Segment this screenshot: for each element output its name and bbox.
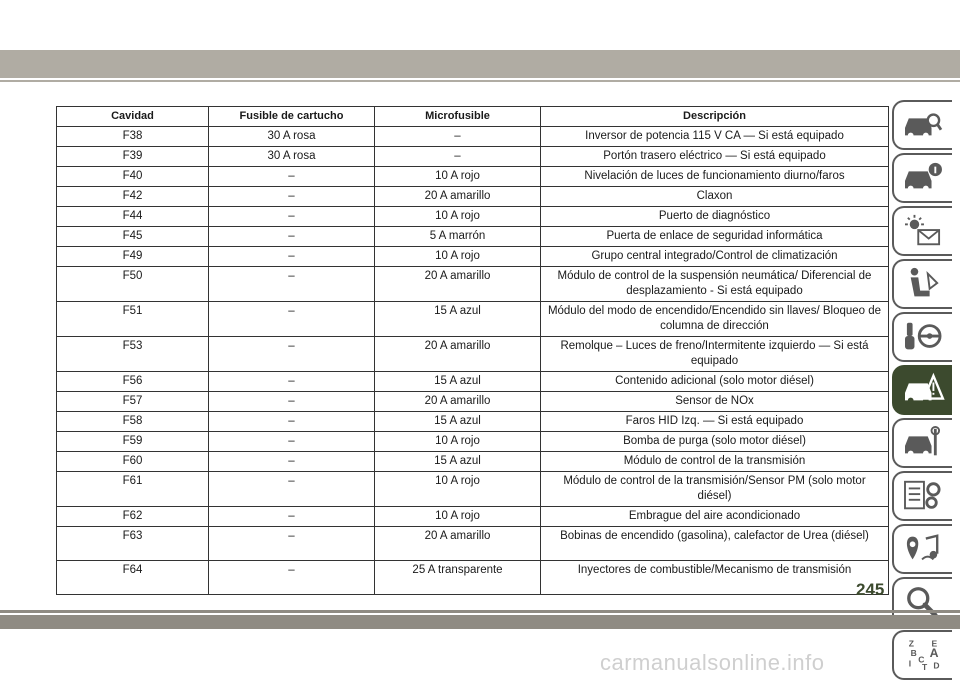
chapter-tab-7[interactable] (892, 418, 952, 468)
cell-mini-fuse: 10 A rojo (375, 472, 541, 507)
cell-cartridge-fuse: – (209, 412, 375, 432)
page-number: 245 (856, 580, 885, 599)
cell-cartridge-fuse: – (209, 452, 375, 472)
table-row (57, 167, 889, 187)
cell-mini-fuse: 20 A amarillo (375, 392, 541, 412)
cell-description: Claxon (541, 187, 889, 207)
table-header-row (57, 107, 889, 127)
car-search-icon (901, 107, 945, 143)
car-info-icon (901, 160, 945, 196)
cell-cavity: F62 (57, 507, 209, 527)
chapter-tab-5[interactable] (892, 312, 952, 362)
hazard-warning-icon (901, 372, 945, 408)
header-cartridge-fuse: Fusible de cartucho (209, 107, 375, 127)
svg-text:I: I (908, 658, 912, 669)
cell-cartridge-fuse: – (209, 372, 375, 392)
cell-cavity: F38 (57, 127, 209, 147)
table-row (57, 337, 889, 372)
watermark: carmanualsonline.info (600, 650, 825, 675)
cell-mini-fuse: – (375, 127, 541, 147)
table-row (57, 452, 889, 472)
cell-description: Grupo central integrado/Control de climatización (541, 247, 889, 267)
cell-cartridge-fuse: – (209, 561, 375, 595)
cell-mini-fuse: 15 A azul (375, 302, 541, 337)
cell-cavity: F56 (57, 372, 209, 392)
bottom-rule (0, 610, 960, 613)
cell-description: Sensor de NOx (541, 392, 889, 412)
cell-mini-fuse: 15 A azul (375, 372, 541, 392)
cell-mini-fuse: 20 A amarillo (375, 267, 541, 302)
fuse-table (56, 106, 889, 595)
cell-mini-fuse: 10 A rojo (375, 432, 541, 452)
table-row (57, 187, 889, 207)
svg-text:C: C (918, 654, 925, 665)
cell-description: Inyectores de combustible/Mecanismo de transmisión (541, 561, 889, 595)
maintenance-list-icon (901, 478, 945, 514)
table-row (57, 372, 889, 392)
table-row (57, 472, 889, 507)
svg-text:B: B (910, 647, 917, 658)
seat-airbag-icon (901, 266, 945, 302)
lights-message-icon (901, 213, 945, 249)
svg-text:T: T (922, 662, 928, 673)
cell-description: Módulo de control de la transmisión (541, 452, 889, 472)
table-row (57, 412, 889, 432)
cell-mini-fuse: 15 A azul (375, 452, 541, 472)
cell-cartridge-fuse: – (209, 472, 375, 507)
cell-cavity: F45 (57, 227, 209, 247)
cell-description: Puerto de diagnóstico (541, 207, 889, 227)
cell-cavity: F58 (57, 412, 209, 432)
cell-mini-fuse: 10 A rojo (375, 207, 541, 227)
bottom-band (0, 615, 960, 629)
cell-description: Módulo de control de la transmisión/Sensor PM (solo motor diésel) (541, 472, 889, 507)
cell-description: Puerta de enlace de seguridad informática (541, 227, 889, 247)
cell-cartridge-fuse: 30 A rosa (209, 147, 375, 167)
table-row (57, 507, 889, 527)
cell-cavity: F63 (57, 527, 209, 561)
svg-text:A: A (929, 645, 939, 660)
cell-mini-fuse: 10 A rojo (375, 167, 541, 187)
cell-cavity: F51 (57, 302, 209, 337)
cell-cavity: F64 (57, 561, 209, 595)
cell-cartridge-fuse: – (209, 527, 375, 561)
cell-cartridge-fuse: – (209, 187, 375, 207)
header-mini-fuse: Microfusible (375, 107, 541, 127)
cell-cartridge-fuse: – (209, 227, 375, 247)
svg-text:Z: Z (908, 638, 914, 649)
cell-cavity: F60 (57, 452, 209, 472)
cell-cavity: F53 (57, 337, 209, 372)
cell-cartridge-fuse: – (209, 337, 375, 372)
chapter-tab-1[interactable] (892, 100, 952, 150)
cell-cartridge-fuse: – (209, 207, 375, 227)
cell-description: Bobinas de encendido (gasolina), calefactor de Urea (diésel) (541, 527, 889, 561)
table-row (57, 561, 889, 595)
table-row (57, 227, 889, 247)
cell-description: Contenido adicional (solo motor diésel) (541, 372, 889, 392)
cell-description: Inversor de potencia 115 V CA — Si está equipado (541, 127, 889, 147)
table-row (57, 527, 889, 561)
cell-description: Embrague del aire acondicionado (541, 507, 889, 527)
chapter-tabs (892, 100, 956, 683)
index-letters-icon (901, 637, 945, 673)
cell-cavity: F40 (57, 167, 209, 187)
table-row (57, 127, 889, 147)
cell-cartridge-fuse: – (209, 302, 375, 337)
chapter-tab-2[interactable] (892, 153, 952, 203)
table-row (57, 432, 889, 452)
cell-mini-fuse: 20 A amarillo (375, 527, 541, 561)
cell-cartridge-fuse: 30 A rosa (209, 127, 375, 147)
cell-cartridge-fuse: – (209, 507, 375, 527)
cell-cavity: F61 (57, 472, 209, 507)
cell-description: Portón trasero eléctrico — Si está equipado (541, 147, 889, 167)
cell-description: Bomba de purga (solo motor diésel) (541, 432, 889, 452)
cell-cavity: F57 (57, 392, 209, 412)
multimedia-icon (901, 531, 945, 567)
cell-mini-fuse: 10 A rojo (375, 507, 541, 527)
header-description: Descripción (541, 107, 889, 127)
cell-mini-fuse: – (375, 147, 541, 167)
cell-cavity: F42 (57, 187, 209, 207)
cell-mini-fuse: 5 A marrón (375, 227, 541, 247)
svg-text:D: D (933, 660, 940, 671)
car-tools-icon (901, 425, 945, 461)
header-cavity: Cavidad (57, 107, 209, 127)
cell-cartridge-fuse: – (209, 167, 375, 187)
cell-cavity: F50 (57, 267, 209, 302)
table-row (57, 267, 889, 302)
table-row (57, 392, 889, 412)
cell-mini-fuse: 10 A rojo (375, 247, 541, 267)
chapter-tab-11[interactable] (892, 630, 952, 680)
cell-description: Remolque – Luces de freno/Intermitente izquierdo — Si está equipado (541, 337, 889, 372)
top-rule (0, 80, 960, 82)
cell-cartridge-fuse: – (209, 247, 375, 267)
cell-cartridge-fuse: – (209, 267, 375, 302)
cell-mini-fuse: 15 A azul (375, 412, 541, 432)
cell-cartridge-fuse: – (209, 392, 375, 412)
key-steering-icon (901, 319, 945, 355)
cell-mini-fuse: 20 A amarillo (375, 337, 541, 372)
cell-description: Módulo de control de la suspensión neumática/ Diferencial de desplazamiento - Si está equipado (541, 267, 889, 302)
cell-cavity: F59 (57, 432, 209, 452)
chapter-tab-3[interactable] (892, 206, 952, 256)
svg-text:E: E (931, 638, 938, 649)
cell-description: Faros HID Izq. — Si está equipado (541, 412, 889, 432)
chapter-tab-6[interactable] (892, 365, 952, 415)
cell-cartridge-fuse: – (209, 432, 375, 452)
cell-cavity: F44 (57, 207, 209, 227)
table-row (57, 147, 889, 167)
chapter-tab-8[interactable] (892, 471, 952, 521)
table-row (57, 207, 889, 227)
chapter-tab-4[interactable] (892, 259, 952, 309)
table-row (57, 302, 889, 337)
cell-cavity: F39 (57, 147, 209, 167)
cell-mini-fuse: 20 A amarillo (375, 187, 541, 207)
chapter-tab-9[interactable] (892, 524, 952, 574)
top-band (0, 50, 960, 78)
cell-cavity: F49 (57, 247, 209, 267)
cell-description: Nivelación de luces de funcionamiento diurno/faros (541, 167, 889, 187)
cell-mini-fuse: 25 A transparente (375, 561, 541, 595)
cell-description: Módulo del modo de encendido/Encendido sin llaves/ Bloqueo de columna de dirección (541, 302, 889, 337)
fuse-table-body (57, 127, 889, 595)
table-row (57, 247, 889, 267)
